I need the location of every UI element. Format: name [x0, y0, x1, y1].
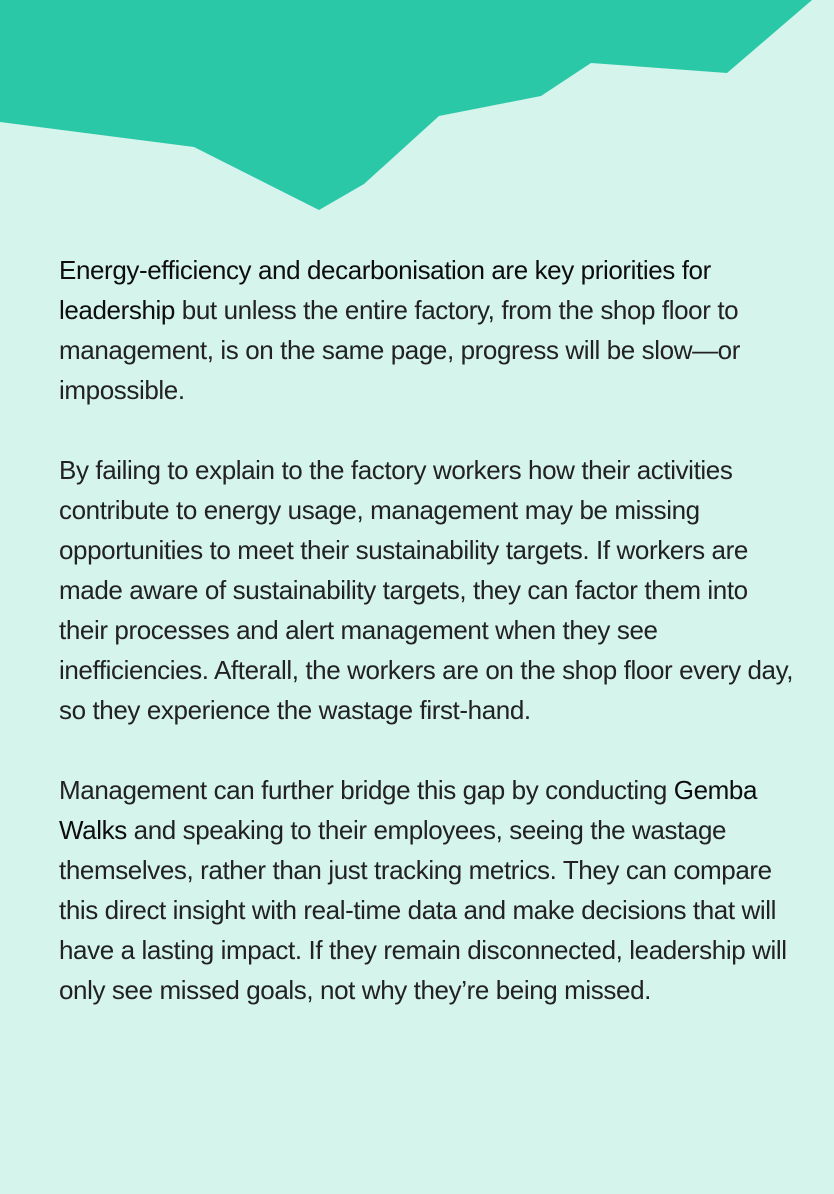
- intro-text: but unless the entire factory, from the shop floor to management, is on the same page, progress will be slow—or impossible.: [59, 295, 740, 405]
- article-body: [59, 250, 799, 1050]
- gemba-rest-text: and speaking to their employees, seeing the wastage themselves, rather than just tracking metrics. They can compare this direct insight with real-time data and make decisions that will have a lasting impact. If they remain disconnected, leadership will only see missed goals, not why they’re being missed.: [59, 815, 787, 1005]
- teal-mountain-shape: [0, 0, 812, 210]
- gemba-walks-emphasis: Gemba Walks: [59, 775, 758, 845]
- paragraph-gemba: [59, 770, 799, 1010]
- gemba-lead-text: Management can further bridge this gap by conducting: [59, 775, 674, 805]
- paragraph-intro: [59, 250, 799, 410]
- header-decorative-shape: [0, 0, 834, 215]
- workers-text: By failing to explain to the factory workers how their activities contribute to energy usage, management may be missing opportunities to meet their sustainability targets. If workers are made aware of sustainability targets, they can factor them into their processes and alert management when they see inefficiencies. Afterall, the workers are on the shop floor every day, so they experience the wastage first-hand.: [59, 455, 794, 725]
- intro-emphasis: Energy-efficiency and decarbonisation are key priorities for leadership: [59, 255, 711, 325]
- paragraph-workers: [59, 450, 799, 730]
